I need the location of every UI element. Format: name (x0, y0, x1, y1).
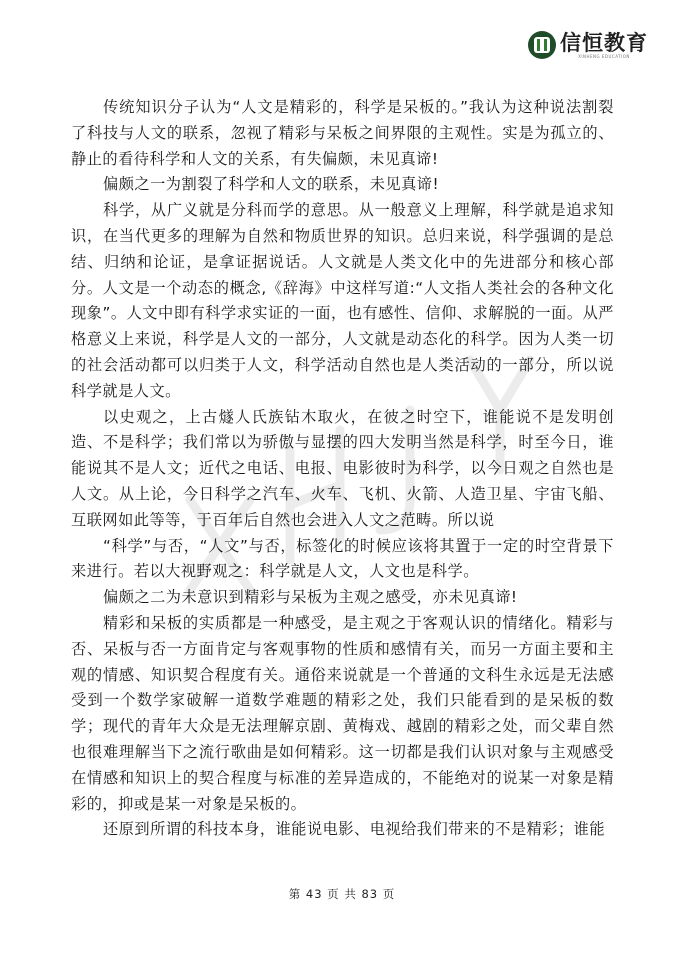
logo-text-group (560, 32, 648, 59)
logo-emblem-icon (528, 31, 556, 59)
paragraph: 传统知识分子认为“人文是精彩的，科学是呆板的。”我认为这种说法割裂了科技与人文的联系，忽视了精彩与呆板之间界限的主观性。实是为孤立的、静止的看待科学和人文的关系，有失偏颇，未见真谛! (71, 98, 614, 168)
paragraph: 科学，从广义就是分科而学的意思。从一般意义上理解，科学就是追求知识，在当代更多的理解为自然和物质世界的知识。总归来说，科学强调的是总结、归纳和论证，是拿证据说话。人文就是人类文化中的先进部分和核心部分。人文是一个动态的概念,《辞海》中这样写道:“人文指人类社会的各种文化现象”。人文中即有科学求实证的一面，也有感性、信仰、求解脱的一面。从严格意义上来说，科学是人文的一部分，人文就是动态化的科学。因为人类一切的社会活动都可以归类于人文，科学活动自然也是人类活动的一部分，所以说科学就是人文。 (71, 201, 614, 400)
logo-text: 信恒教育 (560, 30, 648, 55)
logo-subtext: XINHENG EDUCATION (578, 53, 630, 59)
page-number: 第 43 页 共 83 页 (288, 887, 396, 901)
paragraph: 还原到所谓的科技本身，谁能说电影、电视给我们带来的不是精彩；谁能 (103, 820, 605, 839)
article-body (71, 95, 614, 843)
paragraph: “科学”与否，“人文”与否，标签化的时候应该将其置于一定的时空背景下来进行。若以大视野观之：科学就是人文，人文也是科学。 (71, 536, 614, 581)
paragraph: 偏颇之一为割裂了科学和人文的联系，未见真谛! (103, 175, 440, 194)
paragraph: 偏颇之二为未意识到精彩与呆板为主观之感受，亦未见真谛! (103, 588, 518, 607)
paragraph: 以史观之，上古燧人氏族钻木取火，在彼之时空下，谁能说不是发明创造、不是科学；我们常以为骄傲与显摆的四大发明当然是科学，时至今日，谁能说其不是人文；近代之电话、电报、电影彼时为科学，以今日观之自然也是人文。从上论，今日科学之汽车、火车、飞机、火箭、人造卫星、宇宙飞船、互联网如此等等，于百年后自然也会进入人文之范畴。所以说 (71, 407, 614, 529)
paragraph: 精彩和呆板的实质都是一种感受，是主观之于客观认识的情绪化。精彩与否、呆板与否一方面肯定与客观事物的性质和感情有关，而另一方面主要和主观的情感、知识契合程度有关。通俗来说就是一个普通的文科生永远是无法感受到一个数学家破解一道数学难题的精彩之处，我们只能看到的是呆板的数学；现代的青年大众是无法理解京剧、黄梅戏、越剧的精彩之处，而父辈自然也很难理解当下之流行歌曲是如何精彩。这一切都是我们认识对象与主观感受在情感和知识上的契合程度与标准的差异造成的，不能绝对的说某一对象是精彩的，抑或是某一对象是呆板的。 (71, 613, 614, 813)
brand-logo (528, 30, 648, 60)
